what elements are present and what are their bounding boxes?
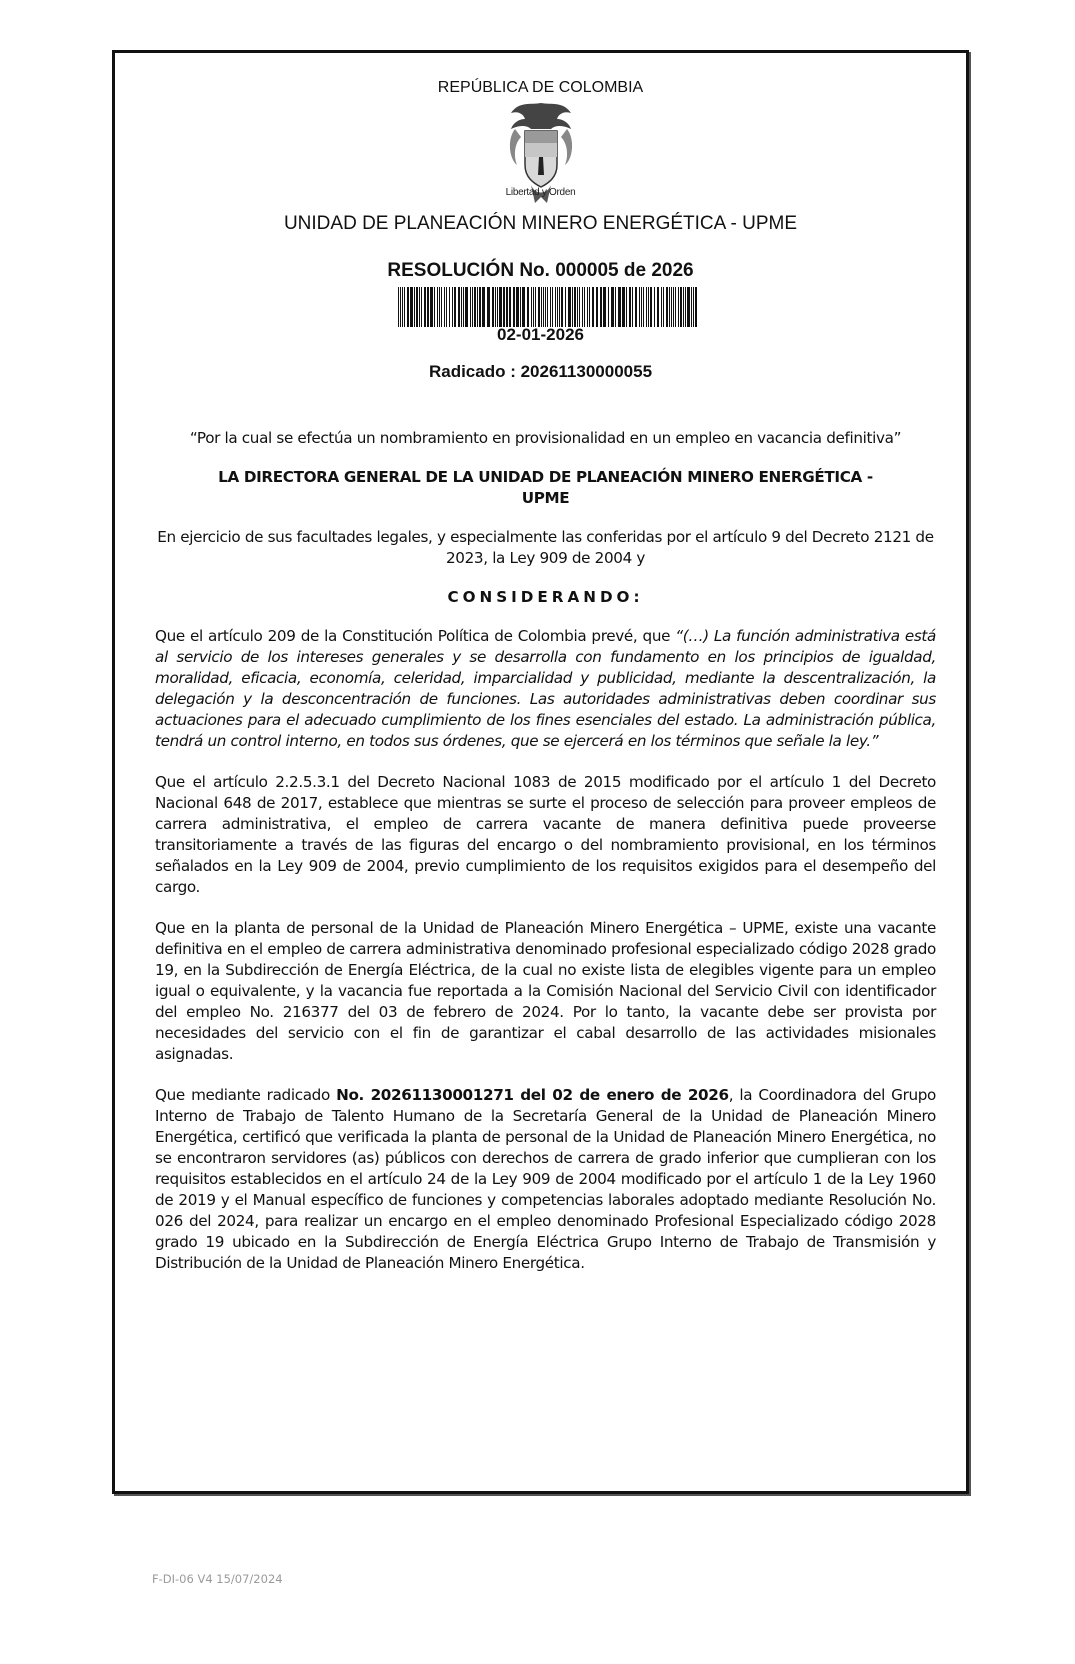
barcode-bar [600, 287, 602, 327]
barcode-bar [641, 287, 642, 327]
barcode-date: 02-01-2026 [497, 325, 584, 344]
barcode-bar [444, 287, 445, 327]
barcode-bar [531, 287, 532, 327]
considerando-paragraph-1 [155, 626, 936, 752]
barcode-image [398, 287, 698, 327]
barcode-bar [559, 287, 560, 327]
barcode-bar [458, 287, 460, 327]
barcode-bar [446, 287, 447, 327]
motto-text: Libertad y Orden [505, 187, 576, 198]
barcode-bar [520, 287, 521, 327]
barcode-bar [434, 287, 435, 327]
barcode-bar [622, 287, 625, 327]
barcode-bar [650, 287, 652, 327]
issuer-heading: LA DIRECTORA GENERAL DE LA UNIDAD DE PLANEACIÓN MINERO ENERGÉTICA - UPME [218, 468, 873, 507]
barcode-bar [639, 287, 640, 327]
barcode-bar [678, 287, 679, 327]
barcode-bar [487, 287, 490, 327]
barcode-bar [568, 287, 571, 327]
barcode-bar [497, 287, 498, 327]
resolution-number: RESOLUCIÓN No. 000005 de 2026 [387, 260, 694, 281]
barcode-bar [666, 287, 668, 327]
barcode-bar [565, 287, 566, 327]
considerando-paragraph-2: Que el artículo 2.2.5.3.1 del Decreto Nacional 1083 de 2015 modificado por el artículo 1 del Decreto Nacional 648 de 2017, establece que mientras se surte el proceso de selección para proveer empleos de carrera administrativa, el empleo de carrera vacante de manera definitiva puede proveerse transitoriamente a través de las figuras del encargo o del nombramiento provisional, en los términos señalados en la Ley 909 de 2004, previo cumplimiento de los requisitos exigidos para el desempeño del cargo. [155, 773, 936, 896]
paragraph-lead: Que mediante radicado [155, 1086, 337, 1104]
barcode-bar [579, 287, 580, 327]
barcode-bar [608, 287, 609, 327]
barcode-bar [427, 287, 429, 327]
barcode-bar [654, 287, 655, 327]
barcode-bar [589, 287, 590, 327]
barcode-bar [479, 287, 481, 327]
barcode-bar [503, 287, 505, 327]
barcode-bar [509, 287, 511, 327]
barcode-bar [430, 287, 433, 327]
barcode-bar [516, 287, 519, 327]
legal-faculties: En ejercicio de sus facultades legales, y especialmente las conferidas por el artículo 9 del Decreto 2121 de 2023, la Ley 909 de 2004 y [157, 528, 934, 567]
barcode-bar [547, 287, 548, 327]
barcode-bar [482, 287, 485, 327]
barcode-bar [673, 287, 674, 327]
barcode-bar [407, 287, 409, 327]
barcode-bar [587, 287, 588, 327]
considerando-heading: CONSIDERANDO: [447, 588, 644, 606]
barcode-bar [424, 287, 426, 327]
barcode-bar [449, 287, 450, 327]
barcode-bar [629, 287, 631, 327]
barcode-bar [492, 287, 494, 327]
barcode-bar [499, 287, 502, 327]
barcode-bar [626, 287, 627, 327]
barcode-bar [695, 287, 697, 327]
barcode-bar [683, 287, 684, 327]
document-body [155, 428, 936, 1294]
barcode-bar [398, 287, 399, 327]
barcode-bar [538, 287, 540, 327]
barcode-bar [470, 287, 471, 327]
barcode-bar [618, 287, 621, 327]
agency-name: UNIDAD DE PLANEACIÓN MINERO ENERGÉTICA - UPME [283, 213, 798, 234]
barcode-bar [592, 287, 594, 327]
barcode-bar [506, 287, 508, 327]
barcode-bar [414, 287, 415, 327]
paragraph-rest: , la Coordinadora del Grupo Interno de Trabajo de Talento Humano de la Secretaría General de la Unidad de Planeación Minero Energética, certificó que verificada la planta de personal de la Unidad de Planeación Minero Energética, no se encontraron servidores (as) públicos con derechos de carrera de grado inferior que cumplieran con los requisitos establecidos en el artículo 24 de la Ley 909 de 2004 modificado por el artículo 1 de la Ley 1960 de 2019 y el Manual específico de funciones y competencias laborales adoptado mediante Resolución No. 026 del 2024, para realizar un encargo en el empleo denominado Profesional Especializado código 2028 grado 19 ubicado en la Subdirección de Energía Eléctrica Grupo Interno de Trabajo de Transmisión y Distribución de la Unidad de Planeación Minero Energética. [155, 1086, 937, 1272]
barcode-bar [454, 287, 456, 327]
resolution-subject: “Por la cual se efectúa un nombramiento en provisionalidad en un empleo en vacancia definitiva” [189, 429, 902, 447]
form-code-footer: F-DI-06 V4 15/07/2024 [152, 1572, 283, 1586]
barcode-bar [572, 287, 573, 327]
barcode-bar [584, 287, 585, 327]
paragraph-lead: Que el artículo 209 de la Constitución Política de Colombia prevé, que [155, 627, 676, 645]
barcode-bar [577, 287, 578, 327]
barcode-bar [657, 287, 659, 327]
barcode-bar [635, 287, 637, 327]
barcode-bar [452, 287, 453, 327]
barcode-bar [545, 287, 546, 327]
barcode-bar [477, 287, 478, 327]
constitution-quote: “(…) La función administrativa está al servicio de los intereses generales y se desarrolla con fundamento en los principios de igualdad, moralidad, eficacia, economía, celeridad, imparcialidad y publicidad, mediante la descentralización, la delegación y la desconcentración de funciones. Las autoridades administrativas deben coordinar sus actuaciones para el adecuado cumplimiento de los fines esenciales del estado. La administración pública, tendrá un control interno, en todos sus órdenes, que se ejercerá en los términos que señale la ley.” [155, 627, 936, 750]
barcode-bar [402, 287, 403, 327]
barcode-bar [663, 287, 664, 327]
barcode-bar [693, 287, 694, 327]
barcode-bar [437, 287, 438, 327]
barcode-bar [463, 287, 464, 327]
barcode-bar [522, 287, 525, 327]
barcode-bar [632, 287, 633, 327]
barcode-bar [541, 287, 542, 327]
barcode-bar [611, 287, 614, 327]
barcode-bar [675, 287, 676, 327]
barcode-bar [416, 287, 418, 327]
barcode-bar [535, 287, 536, 327]
considerando-paragraph-4 [155, 1085, 936, 1274]
barcode-bar [669, 287, 670, 327]
document-frame [112, 50, 969, 1494]
barcode-bar [513, 287, 515, 327]
barcode-bar [615, 287, 616, 327]
barcode-bar [648, 287, 649, 327]
barcode-bar [419, 287, 420, 327]
barcode-bar [685, 287, 686, 327]
barcode-bar [687, 287, 690, 327]
barcode-bar [557, 287, 558, 327]
radicado-number: Radicado : 20261130000055 [428, 362, 653, 381]
barcode-bar [552, 287, 553, 327]
barcode-bar [495, 287, 496, 327]
barcode-bar [533, 287, 534, 327]
barcode-bar [671, 287, 672, 327]
republic-heading: REPÚBLICA DE COLOMBIA [437, 79, 644, 96]
barcode-bar [404, 287, 405, 327]
barcode-bar [555, 287, 556, 327]
barcode-bar [439, 287, 440, 327]
barcode-bar [680, 287, 682, 327]
barcode-bar [465, 287, 468, 327]
considerando-paragraph-3: Que en la planta de personal de la Unidad de Planeación Minero Energética – UPME, existe una vacante definitiva en el empleo de carrera administrativa denominado profesional especializado código 2028 grado 19, en la Subdirección de Energía Eléctrica, de la cual no existe lista de elegibles vigente para un empleo igual o equivalente, y la vacancia fue reportada a la Comisión Nacional del Servicio Civil con identificador del empleo No. 216377 del 03 de febrero de 2024. Por lo tanto, la vacante debe ser provista por necesidades del servicio con el fin de garantizar el cabal desarrollo de las actividades misionales asignadas. [155, 919, 936, 1063]
barcode-bar [441, 287, 442, 327]
barcode-bar [596, 287, 598, 327]
barcode-bar [574, 287, 576, 327]
radicado-reference: No. 20261130001271 del 02 de enero de 2026 [336, 1086, 729, 1104]
barcode-bar [643, 287, 644, 327]
barcode-bar [550, 287, 551, 327]
barcode-bar [691, 287, 692, 327]
barcode-bar [543, 287, 544, 327]
barcode-bar [582, 287, 583, 327]
barcode-bar [527, 287, 529, 327]
barcode-bar [472, 287, 473, 327]
barcode-bar [410, 287, 413, 327]
barcode-bar [461, 287, 462, 327]
barcode-bar [661, 287, 662, 327]
barcode-bar [474, 287, 476, 327]
barcode-bar [400, 287, 401, 327]
barcode-bar [646, 287, 647, 327]
barcode-bar [421, 287, 422, 327]
barcode-bar [603, 287, 606, 327]
barcode-bar [561, 287, 563, 327]
